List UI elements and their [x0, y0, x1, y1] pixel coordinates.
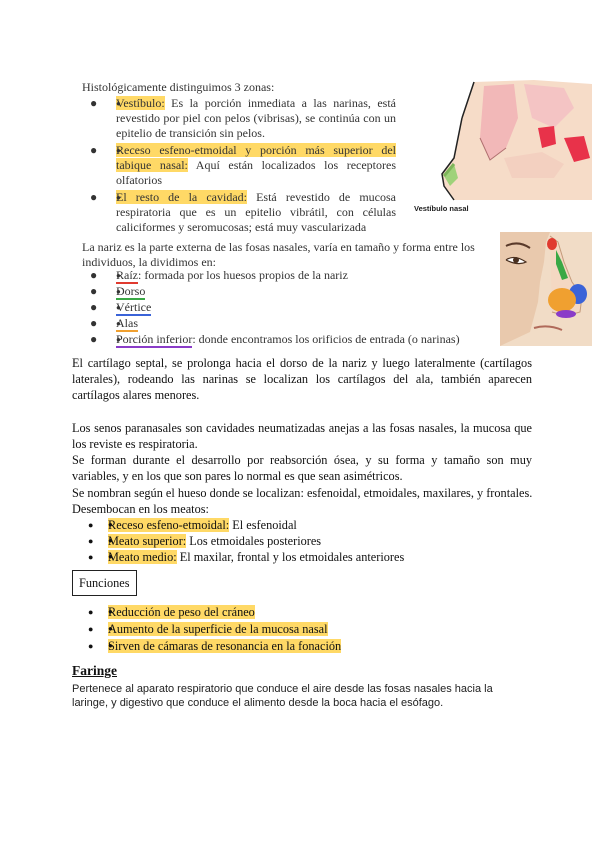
funcion-text: Reducción de peso del cráneo — [108, 605, 255, 619]
nose-part-term: Raíz — [116, 268, 138, 282]
faringe-text: Pertenece al aparato respiratorio que conduce el aire desde las fosas nasales hacia la laringe, y digestivo que conduce el alimento desde la boca hacia el esófago. — [72, 683, 493, 709]
funcion-text: Sirven de cámaras de resonancia en la fonación — [108, 639, 342, 653]
meato-term: Meato medio: — [108, 550, 177, 564]
paragraph-nombres: Se nombran según el hueso donde se localizan: esfenoidal, etmoidales, maxilares, y frontales. — [72, 486, 533, 500]
list-item: ● ● El resto de la cavidad: Está revestido de mucosa respiratoria que es un epitelio vibrátil, con células caliciformes y seromucosas; está muy vascularizada — [82, 190, 396, 235]
nose-part-text: : donde encontramos los orificios de entrada (o narinas) — [192, 332, 460, 346]
nose-profile-illustration — [500, 232, 592, 346]
list-item: ● ● Reducción de peso del cráneo — [72, 604, 532, 620]
funciones-box: Funciones — [72, 570, 137, 596]
meato-term: Meato superior: — [108, 534, 187, 548]
paragraph-senos: Los senos paranasales son cavidades neumatizadas anejas a las fosas nasales, la mucosa que los reviste es respiratoria. — [72, 421, 532, 451]
nose-part-term: Alas — [116, 316, 138, 330]
list-item: ● ● Receso esfeno-etmoidal y porción más superior del tabique nasal: Aquí están localizados los receptores olfatorios — [82, 143, 396, 188]
list-item: ● ● Meato medio: El maxilar, frontal y los etmoidales anteriores — [72, 549, 532, 565]
nose-profile-figure — [500, 232, 592, 346]
faringe-heading: Faringe — [72, 663, 117, 678]
nose-intro: La nariz es la parte externa de las fosas nasales, varía en tamaño y forma entre los individuos, la dividimos en: — [82, 240, 475, 269]
nose-part-term: Porción inferior — [116, 332, 193, 346]
list-item: ● ● Aumento de la superficie de la mucosa nasal — [72, 621, 532, 637]
nasal-vestibule-figure — [414, 78, 592, 218]
nasal-section-illustration — [414, 78, 592, 218]
zones-list — [82, 96, 396, 235]
nose-parts-list — [82, 268, 482, 347]
paragraph-meatos: Desembocan en los meatos: — [72, 502, 209, 516]
nose-part-term: Dorso — [116, 284, 146, 298]
paragraph-formacion: Se forman durante el desarrollo por reabsorción ósea, y su forma y tamaño son muy variables, y en los que son pares lo normal es que sean asimétricos. — [72, 453, 532, 483]
list-item: ● ● Dorso — [82, 284, 482, 299]
nose-part-text: : formada por los huesos propios de la nariz — [138, 268, 348, 282]
zone-term: El resto de la cavidad: — [116, 190, 247, 204]
meato-term: Receso esfeno-etmoidal: — [108, 518, 230, 532]
zone-term: Receso esfeno-etmoidal y porción más superior del tabique nasal: — [116, 143, 396, 172]
list-item: ● ● Vestíbulo: Es la porción inmediata a las narinas, está revestido por piel con pelos (vibrisas), se continúa con un epitelio de transición sin pelos. — [82, 96, 396, 141]
meatos-list — [72, 517, 532, 565]
zone-term: Vestíbulo: — [116, 96, 165, 110]
paragraph-septal: El cartílago septal, se prolonga hacia el dorso de la nariz y luego lateralmente (cartílagos laterales), rodeando las narinas se localizan los cartílagos del ala, también aparecen cartílagos alares menores. — [72, 356, 532, 402]
list-item: ● ● Porción inferior: donde encontramos los orificios de entrada (o narinas) — [82, 332, 482, 347]
list-item: ● ● Meato superior: Los etmoidales posteriores — [72, 533, 532, 549]
figure-caption: Vestíbulo nasal — [414, 204, 469, 213]
meato-text: El maxilar, frontal y los etmoidales anteriores — [176, 550, 405, 564]
zone-text: Es la porción inmediata a las narinas, está revestido por piel con pelos (vibrisas), se continúa con un epitelio de transición sin pelos. — [116, 96, 396, 140]
list-item: ● ● Vértice — [82, 300, 482, 315]
list-item: ● ● Alas — [82, 316, 482, 331]
zones-intro: Histológicamente distinguimos 3 zonas: — [82, 80, 275, 94]
funcion-text: Aumento de la superficie de la mucosa nasal — [108, 622, 328, 636]
nose-part-term: Vértice — [116, 300, 152, 314]
list-item: ● ● Receso esfeno-etmoidal: El esfenoidal — [72, 517, 532, 533]
zone-text: Aquí están localizados los receptores olfatorios — [116, 158, 397, 187]
zone-text: Está revestido de mucosa respiratoria que es un epitelio vibrátil, con células caliciformes y seromucosas; está muy vascularizada — [116, 190, 396, 234]
meato-text: Los etmoidales posteriores — [186, 534, 322, 548]
list-item: ● ● Raíz: formada por los huesos propios de la nariz — [82, 268, 482, 283]
list-item: ● ● Sirven de cámaras de resonancia en la fonación — [72, 638, 532, 654]
funciones-list — [72, 604, 532, 654]
meato-text: El esfenoidal — [229, 518, 297, 532]
